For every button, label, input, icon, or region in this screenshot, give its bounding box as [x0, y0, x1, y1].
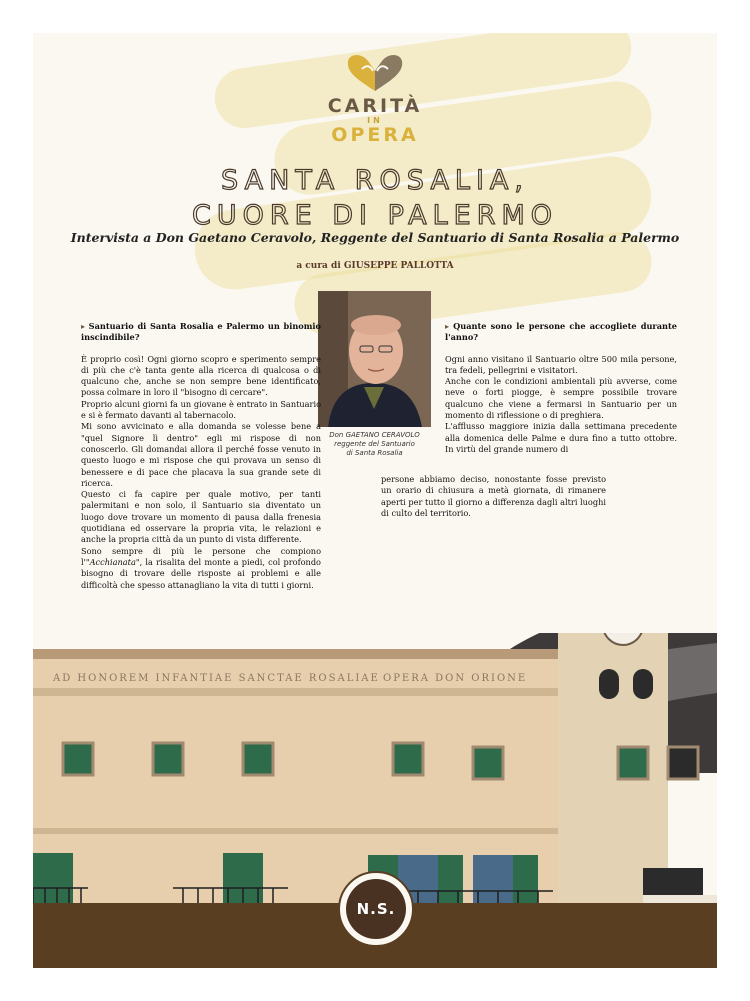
caption-role: reggente del Santuario — [334, 440, 415, 448]
right-column-continued — [381, 474, 606, 519]
logo-text-in: IN — [367, 116, 383, 125]
svg-text:AD HONOREM INFANTIAE SANCTAE R: AD HONOREM INFANTIAE SANCTAE ROSALIAE — [53, 673, 380, 684]
interview-question: ▸ Quante sono le persone che accogliete durante l'anno? — [445, 321, 677, 344]
ns-badge — [338, 871, 414, 947]
logo-text-carita: CARITÀ — [327, 95, 423, 117]
article-title — [33, 163, 717, 233]
carita-in-opera-logo — [33, 51, 717, 145]
caption-place: di Santa Rosalia — [346, 449, 403, 457]
answer-paragraph: Sono sempre di più le persone che compiono l'"Acchianata", la risalita del monte a piedi, col profondo bisogno di trovare delle risposte ai problemi e alle difficoltà che spesso attanagliano la vita di tutti i giorni. — [81, 545, 321, 590]
answer-paragraph: L'afflusso maggiore inizia dalla settimana precedente alla domenica delle Palme e dura fino a tutto ottobre. In virtù del grande numero di — [445, 421, 677, 454]
answer-paragraph: Questo ci fa capire per quale motivo, per tanti palermitani e non solo, il Santuario sia diventato un luogo dove trovare un momento di pausa dalla frenesia quotidiana ed osservare la propria vita, le relazioni e anche la propria città da un punto di vista differente. — [81, 489, 321, 545]
left-column — [81, 321, 321, 591]
answer-paragraph: Ogni anno visitano il Santuario oltre 500 mila persone, tra fedeli, pellegrini e visitatori. — [445, 353, 677, 375]
caption-name: Don GAETANO CERAVOLO — [329, 431, 420, 439]
photo-caption — [308, 431, 441, 458]
title-line-1: SANTA ROSALIA, — [221, 165, 529, 196]
hands-heart-icon — [340, 51, 410, 95]
svg-text:OPERA DON ORIONE: OPERA DON ORIONE — [383, 673, 528, 684]
answer-paragraph: Mi sono avvicinato e alla domanda se volesse bene a "quel Signore lì dentro" egli mi rispose di non conoscerlo. Gli domandai allora il perché fosse venuto in questo luogo e mi rispose che qui provava un senso di benessere e di pace che placava la sua grande sete di ricerca. — [81, 421, 321, 488]
portrait-photo — [318, 291, 431, 427]
title-line-2: CUORE DI PALERMO — [191, 200, 559, 231]
answer-paragraph: Proprio alcuni giorni fa un giovane è entrato in Santuario e si è fermato davanti al tabernacolo. — [81, 398, 321, 421]
answer-paragraph: Anche con le condizioni ambientali più avverse, come neve o forti piogge, è sempre possibile trovare qualcuno che viene a fermarsi in Santuario per un momento di riflessione o di preghiera. — [445, 376, 677, 421]
logo-text-opera: OPERA — [331, 124, 419, 146]
answer-paragraph: È proprio così! Ogni giorno scopro e sperimento sempre di più che c'è tanta gente alla ricerca di qualcosa o di qualcuno che, anche se non sempre bene identificato, possa colmare in loro il "bisogno di cercare". — [81, 353, 321, 398]
article-subtitle: Intervista a Don Gaetano Ceravolo, Reggente del Santuario di Santa Rosalia a Palermo — [70, 230, 680, 245]
interview-question: ▸ Santuario di Santa Rosalia e Palermo un binomio inscindibile? — [81, 321, 321, 344]
magazine-page — [33, 33, 717, 968]
article-byline: a cura di GIUSEPPE PALLOTTA — [296, 261, 454, 271]
right-column — [445, 321, 677, 455]
ns-logo-text: N.S. — [346, 879, 406, 939]
answer-paragraph: persone abbiamo deciso, nonostante fosse previsto un orario di chiusura a metà giornata, di rimanere aperti per tutto il giorno a differenza dagli altri luoghi di culto del territorio. — [381, 474, 606, 518]
